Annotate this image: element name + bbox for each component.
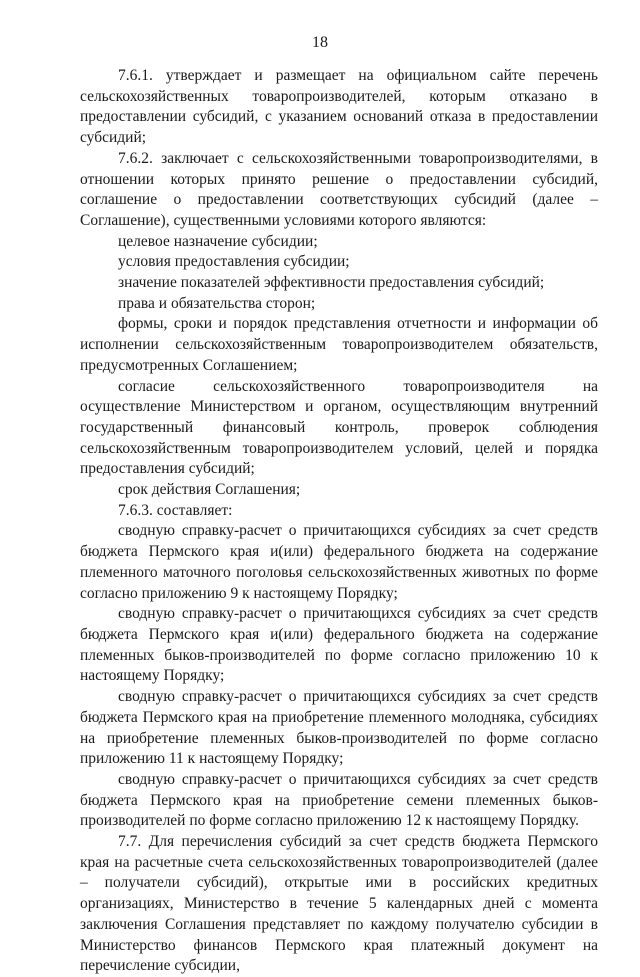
document-body [80, 66, 598, 977]
list-item-agreement-term: срок действия Соглашения; [118, 481, 301, 499]
list-item-efficiency-indicators: значение показателей эффективности предоставления субсидий; [118, 274, 545, 292]
list-item-summary-appendix-11: сводную справку-расчет о причитающихся субсидиях за счет средств бюджета Пермского края на приобретение племенного молодняка, субсидиях на приобретение племенных быков-производителей по форме согласно приложению 11 к настоящему Порядку; [80, 688, 598, 768]
list-item-summary-appendix-12: сводную справку-расчет о причитающихся субсидиях за счет средств бюджета Пермского края на приобретение семени племенных быков-производителей по форме согласно приложению 12 к настоящему Порядку. [80, 770, 598, 830]
paragraph-7-7: 7.7. Для перечисления субсидий за счет средств бюджета Пермского края на расчетные счета сельскохозяйственных товаропроизводителей (далее – получатели субсидий), открытые ими в российских кредитных организациях, Министерство в течение 5 календарных дней с момента заключения Соглашения представляет по каждому получателю субсидии в Министерство финансов Пермского края платежный документ на перечисление субсидии, [80, 833, 598, 975]
paragraph-7-6-2: 7.6.2. заключает с сельскохозяйственными товаропроизводителями, в отношении которых принято решение о предоставлении субсидий, соглашение о предоставлении соответствующих субсидий (далее – Соглашение), существенными условиями которого являются: [80, 149, 598, 229]
list-item-conditions: условия предоставления субсидии; [118, 253, 350, 271]
list-item-consent-inspection: согласие сельскохозяйственного товаропроизводителя на осуществление Министерством и органом, осуществляющим внутренний государственный финансовый контроль, проверок соблюдения сельскохозяйственным товаропроизводителем условий, целей и порядка предоставления субсидий; [80, 377, 598, 478]
list-item-rights-obligations: права и обязательства сторон; [118, 294, 316, 312]
list-item-summary-appendix-9: сводную справку-расчет о причитающихся субсидиях за счет средств бюджета Пермского края и(или) федерального бюджета на содержание племенного маточного поголовья сельскохозяйственных животных по форме согласно приложению 9 к настоящему Порядку; [80, 522, 598, 602]
list-item-target-purpose: целевое назначение субсидии; [118, 232, 318, 250]
page-number: 18 [312, 34, 328, 51]
paragraph-7-6-1: 7.6.1. утверждает и размещает на официальном сайте перечень сельскохозяйственных товаропроизводителей, которым отказано в предоставлении субсидий, с указанием оснований отказа в предоставлении субсидий; [80, 67, 598, 147]
list-item-summary-appendix-10: сводную справку-расчет о причитающихся субсидиях за счет средств бюджета Пермского края и(или) федерального бюджета на содержание племенных быков-производителей по форме согласно приложению 10 к настоящему Порядку; [80, 605, 598, 685]
paragraph-7-6-3: 7.6.3. составляет: [118, 501, 233, 519]
list-item-reporting: формы, сроки и порядок представления отчетности и информации об исполнении сельскохозяйственным товаропроизводителем обязательств, предусмотренных Соглашением; [80, 315, 598, 374]
